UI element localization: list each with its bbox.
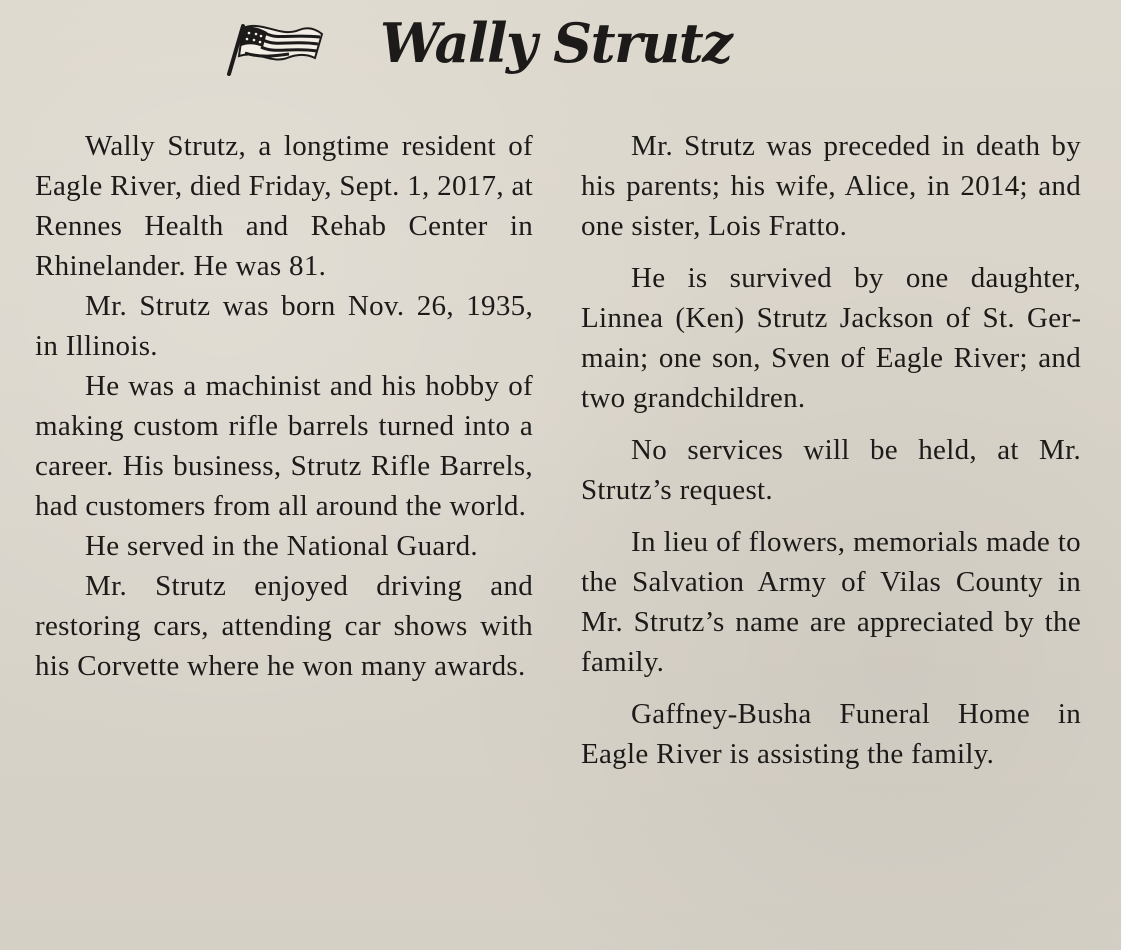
- paragraph-career: He was a machinist and his hobby of making custom rifle barrels turned into a career. His business, Strutz Rifle Barrels, had customers from all around the world.: [35, 370, 533, 522]
- paragraph-memorials: In lieu of flowers, memorials made to the Salvation Army of Vilas County in Mr. Strutz’s name are appreciated by the family.: [581, 526, 1081, 678]
- left-column: [35, 126, 533, 686]
- paragraph-survivors: He is survived by one daughter, Linnea (Ken) Strutz Jackson of St. Germain; one son, Sven of Eagle River; and two grandchildren.: [581, 262, 1081, 414]
- obituary-header: [0, 11, 1121, 84]
- paragraph-birth: Mr. Strutz was born Nov. 26, 1935, in Illinois.: [35, 290, 533, 362]
- paragraph-services: No services will be held, at Mr. Strutz’s request.: [581, 434, 1081, 506]
- right-column: [581, 126, 1081, 774]
- paragraph-death-notice: Wally Strutz, a longtime resident of Eagle River, died Friday, Sept. 1, 2017, at Rennes Health and Rehab Center in Rhinelander. He was 81.: [35, 130, 533, 282]
- paragraph-preceded-in-death: Mr. Strutz was preceded in death by his parents; his wife, Alice, in 2014; and one sister, Lois Fratto.: [581, 130, 1081, 242]
- paragraph-hobbies: Mr. Strutz enjoyed driving and restoring cars, attending car shows with his Corvette where he won many awards.: [35, 570, 533, 682]
- paragraph-military-service: He served in the National Guard.: [85, 530, 478, 562]
- paragraph-funeral-home: Gaffney-Busha Funeral Home in Eagle River is assisting the family.: [581, 698, 1081, 770]
- obituary-title: Wally Strutz: [380, 11, 732, 75]
- american-flag-icon: [225, 20, 325, 78]
